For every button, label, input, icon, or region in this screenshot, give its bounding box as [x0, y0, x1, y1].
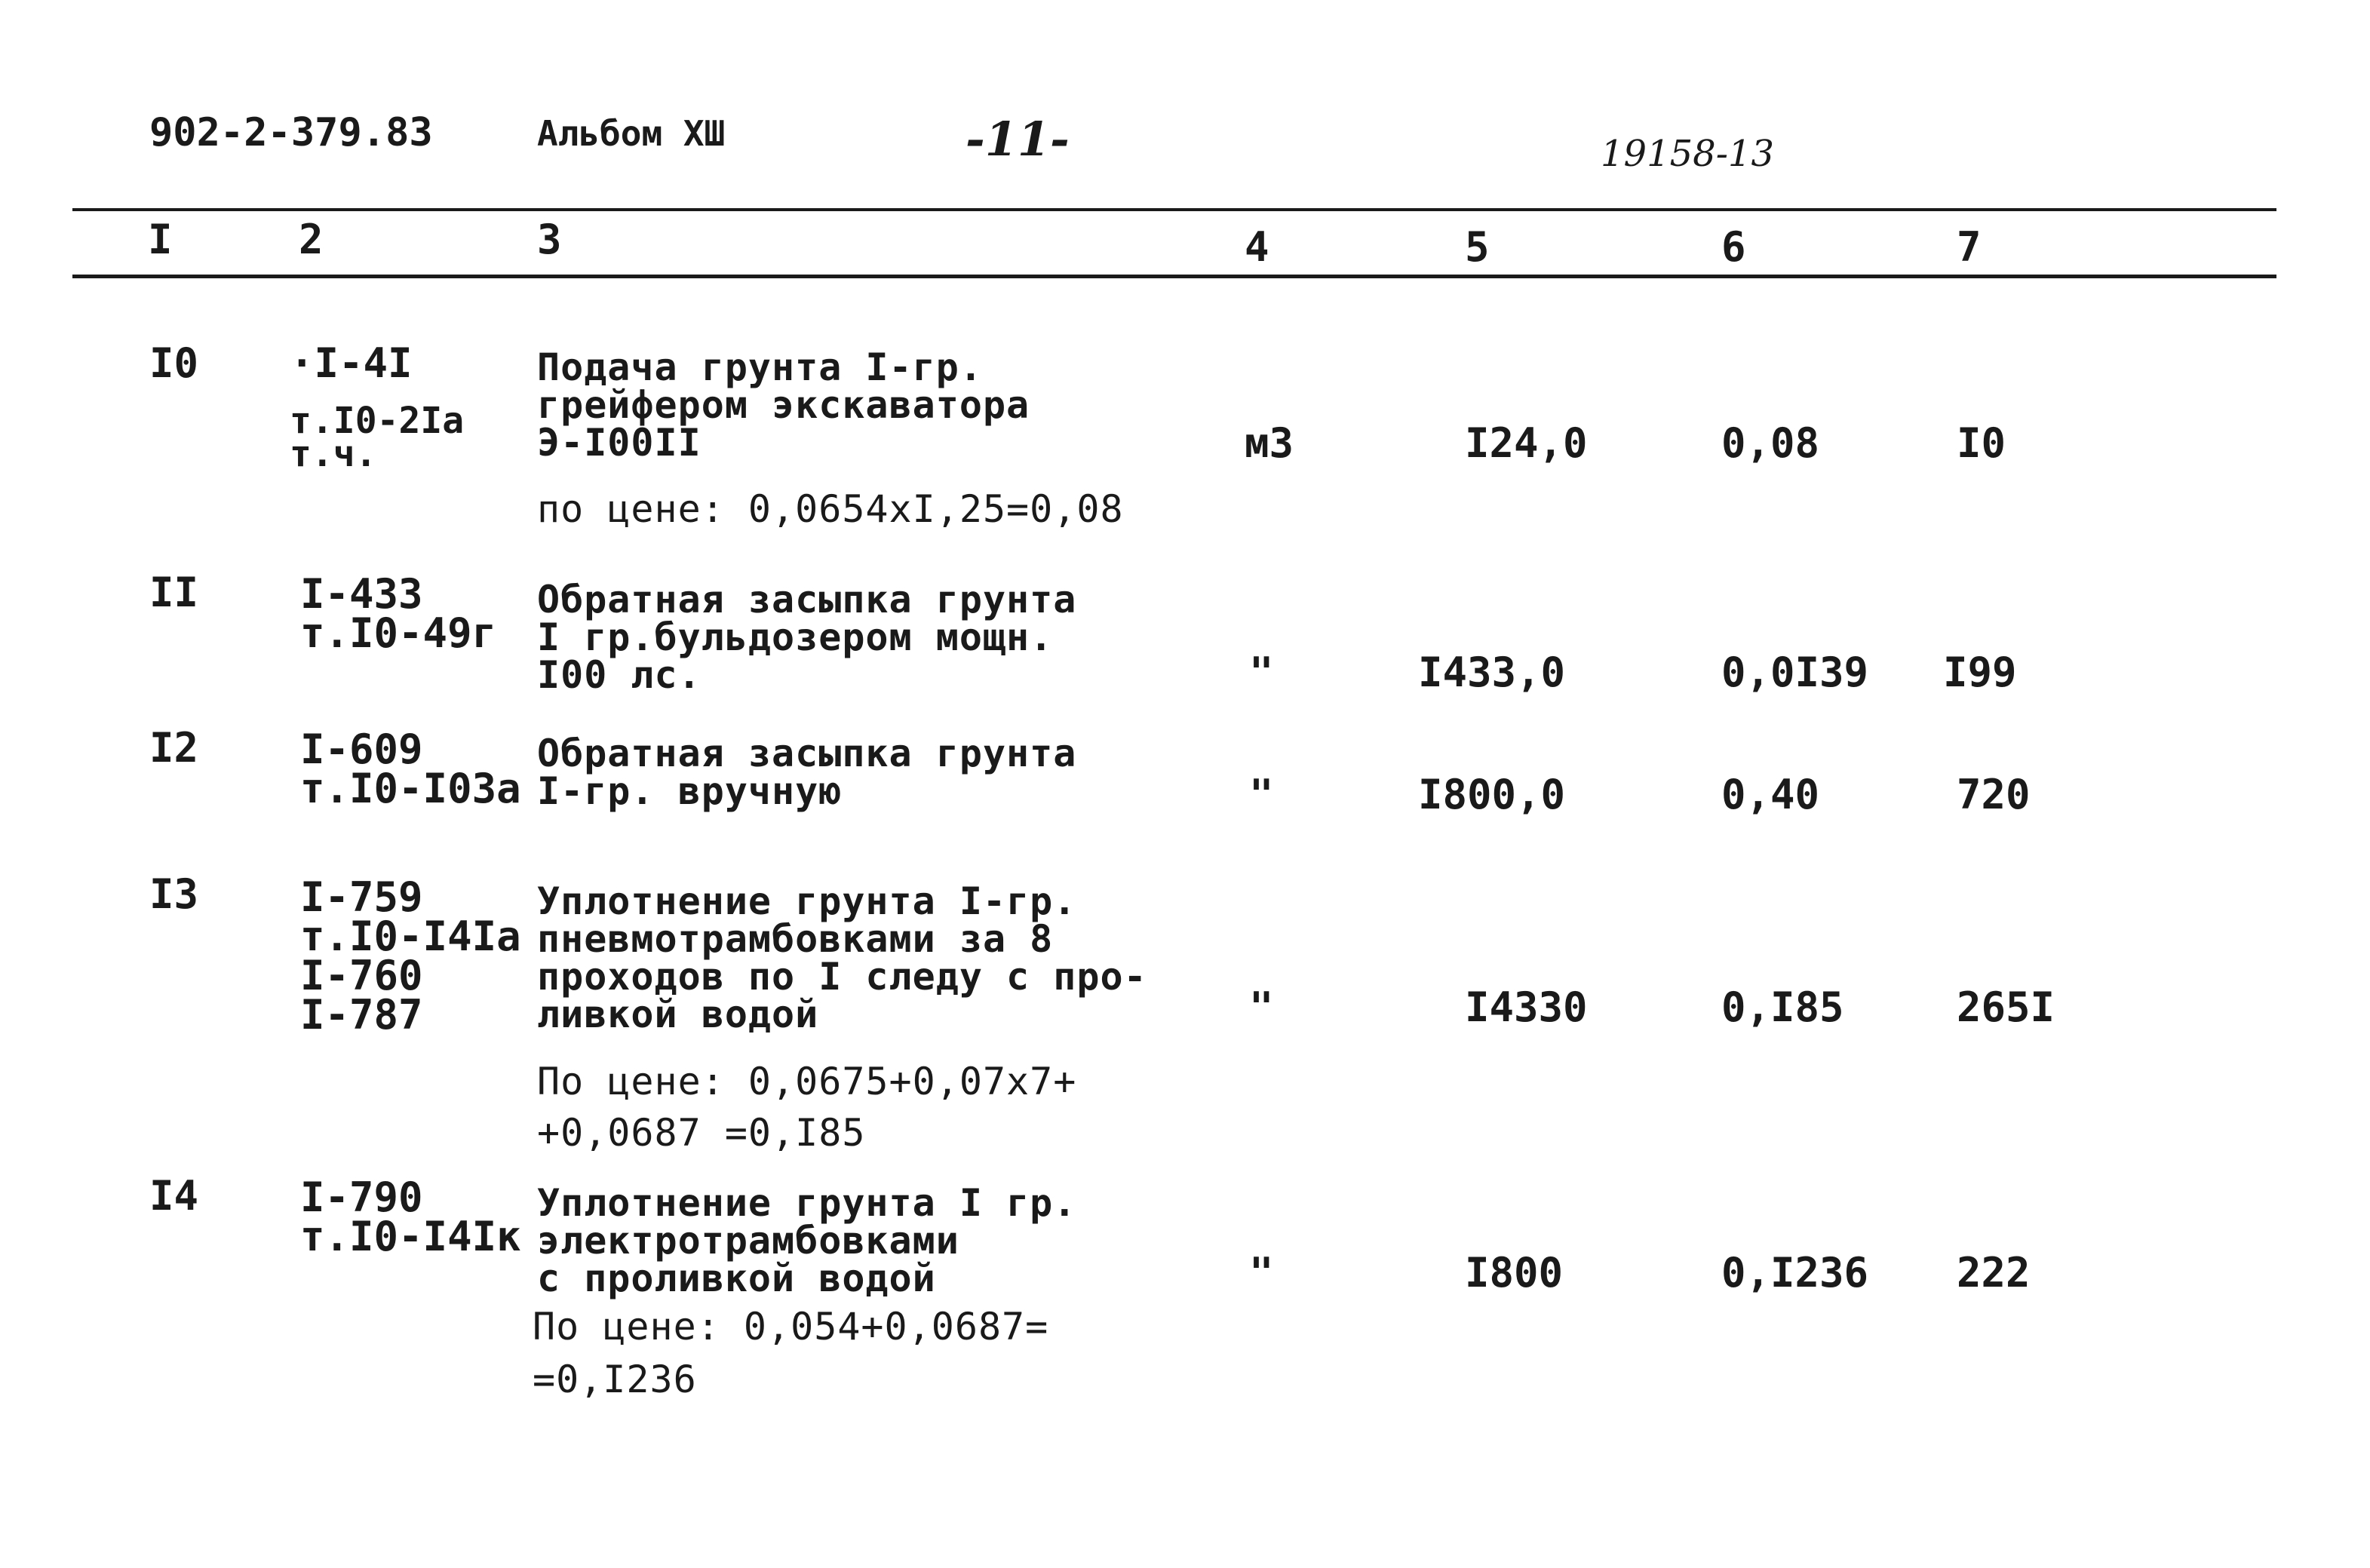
work-description: Уплотнение грунта I-гр. пневмотрамбовками за 8 проходов по I следу с про- ливкой водой — [537, 879, 1147, 1036]
row-number: I2 — [149, 724, 199, 772]
unit-rate: 0,I85 — [1721, 983, 1844, 1031]
unit: " — [1249, 983, 1274, 1031]
row-number: II — [149, 569, 199, 616]
norm-codes: I-433 т.I0-49г — [300, 570, 497, 657]
quantity: I800,0 — [1418, 771, 1566, 818]
archive-stamp: 19158-13 — [1601, 133, 1774, 175]
unit: " — [1249, 1249, 1274, 1296]
column-header-1: I — [148, 216, 173, 263]
column-header-2: 2 — [299, 216, 324, 263]
total: 222 — [1957, 1249, 2031, 1296]
total: 265I — [1957, 983, 2055, 1031]
quantity: I4330 — [1465, 983, 1588, 1031]
norm-codes: ·I-4I т.I0-2Iа т.ч. — [290, 339, 465, 475]
document-code: 902-2-379.83 — [149, 110, 433, 155]
album-label: Альбом XШ — [537, 113, 726, 154]
total: 720 — [1957, 771, 2031, 818]
row-number: I3 — [149, 870, 199, 918]
quantity: I24,0 — [1465, 419, 1588, 467]
quantity: I800 — [1465, 1249, 1564, 1296]
row-number: I4 — [149, 1172, 199, 1220]
work-description: Уплотнение грунта I гр. электротрамбовками с проливкой водой — [537, 1181, 1077, 1300]
work-description: Подача грунта I-гр. грейфером экскаватора Э-I00II — [537, 345, 1030, 465]
unit: " — [1249, 649, 1274, 696]
work-description: Обратная засыпка грунта I гр.бульдозером мощн. I00 лс. — [537, 578, 1077, 697]
unit-rate: 0,0I39 — [1721, 649, 1869, 696]
page-number: -11- — [965, 112, 1070, 167]
price-note: По цене: 0,054+0,0687= =0,I236 — [533, 1305, 1049, 1401]
unit: м3 — [1245, 419, 1294, 467]
norm-codes: I-759 т.I0-I4Iа I-760 I-787 — [300, 873, 521, 1039]
header-top-rule — [72, 208, 2276, 211]
price-note: По цене: 0,0675+0,07х7+ +0,0687 =0,I85 — [537, 1060, 1077, 1155]
price-note: по цене: 0,0654хI,25=0,08 — [537, 487, 1124, 531]
column-header-3: 3 — [537, 216, 562, 263]
norm-codes: I-790 т.I0-I4Iк — [300, 1174, 521, 1260]
quantity: I433,0 — [1418, 649, 1566, 696]
unit-rate: 0,08 — [1721, 419, 1820, 467]
work-description: Обратная засыпка грунта I-гр. вручную — [537, 732, 1077, 813]
unit: " — [1249, 771, 1274, 818]
column-header-5: 5 — [1465, 223, 1490, 271]
norm-codes: I-609 т.I0-I03а — [300, 726, 521, 812]
column-header-4: 4 — [1245, 223, 1269, 271]
unit-rate: 0,I236 — [1721, 1249, 1869, 1296]
total: I99 — [1943, 649, 2017, 696]
column-header-7: 7 — [1957, 223, 1982, 271]
header-bottom-rule — [72, 275, 2276, 278]
row-number: I0 — [149, 339, 199, 387]
total: I0 — [1957, 419, 2006, 467]
unit-rate: 0,40 — [1721, 771, 1820, 818]
column-header-6: 6 — [1721, 223, 1746, 271]
